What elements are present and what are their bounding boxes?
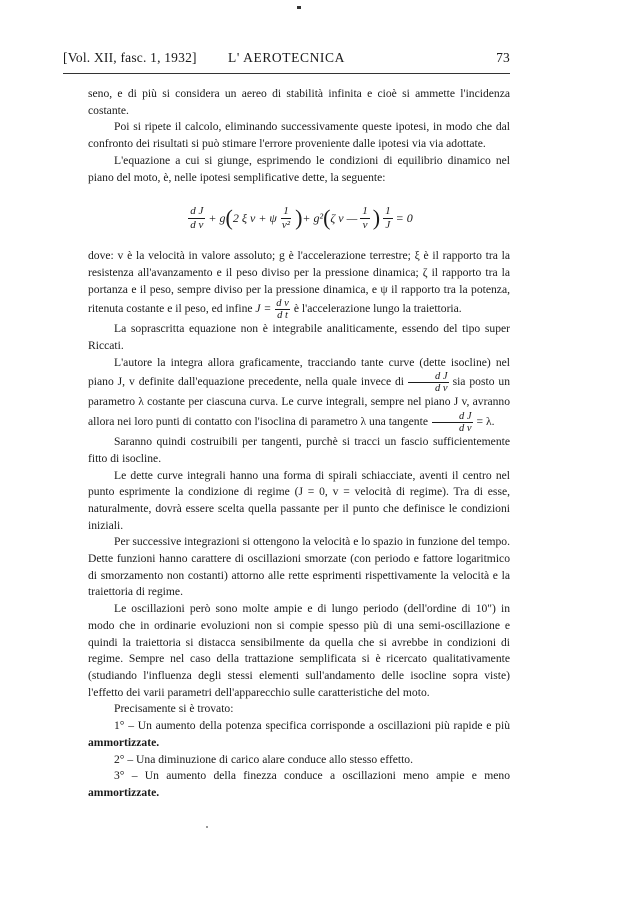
finding-1: 1° – Un aumento della potenza specifica corrisponde a oscillazioni più rapide e più ammortizzate. (88, 719, 510, 749)
dj-dv-inline-fraction: $\frac{\text{d J}}{\text{d v}}$ (408, 371, 449, 394)
paragraph-1: seno, e di più si considera un aereo di stabilità infinita e cioè si ammette l'incidenza costante. (88, 87, 510, 117)
paragraph-7: Saranno quindi costruibili per tangenti, purchè si tracci un fascio sufficientemente fitto di isocline. (88, 435, 510, 465)
paragraph-8: Le dette curve integrali hanno una forma di spirali schiacciate, aventi il centro nel punto esprimente la condizione di regime (J = 0, v = velocità di regime). Tra di esse, naturalmente, dovrà essere scelta quella passante per il punto che definisce le condizioni iniziali. (88, 468, 510, 532)
journal-reference: [Vol. XII, fasc. 1, 1932] (63, 50, 197, 65)
paragraph-4: dove: v è la velocità in valore assoluto; g è l'accelerazione terrestre; ξ è il rapporto tra la resistenza all'avanzamento e il peso diviso per la pressione dinamica; ζ il rapporto tra la portanza e il peso, sempre diviso per la pressione dinamica, e ψ il rapporto tra la potenza, ritenuta costante e il peso, ed infine J = $\frac{\text{d v}}{\text{d t}}$ è l'accelerazione lungo la traiettoria. (88, 249, 510, 322)
left-paren: ( (225, 205, 233, 231)
paragraph-2: Poi si ripete il calcolo, eliminando successivamente queste ipotesi, in modo che dal confronto dei risultati si può stimare l'errore proveniente dalle ipotesi via via adottate. (88, 120, 510, 151)
right-paren: ) (295, 205, 303, 231)
paragraph-11: Precisamente si è trovato: (114, 702, 234, 716)
scan-mark (297, 6, 301, 9)
finding-2: 2° – Una diminuzione di carico alare conduce allo stesso effetto. (114, 752, 413, 766)
scan-speck (206, 826, 208, 828)
paragraph-6: L'autore la integra allora graficamente, tracciando tante curve (dette isocline) nel piano J, v definite dall'equazione precedente, nella quale invece di $\frac{\text{d J}}{\text{d v}}$ sia posto un parametro λ costante per ciascuna curva. Le curve integrali, sempre nel piano J v, avranno allora nei loro punti di contatto con l'isoclina di parametro λ una tangente $\frac{\text{d J}}{\text{d v}}$ = λ. (88, 355, 510, 435)
journal-title: L' AEROTECNICA (228, 50, 345, 65)
finding-3: 3° – Un aumento della finezza conduce a oscillazioni meno ampie e meno ammortizzate. (88, 769, 510, 799)
paragraph-5: La soprascritta equazione non è integrabile analiticamente, essendo del tipo super Riccati. (88, 322, 510, 353)
running-header (63, 50, 510, 70)
tangent-fraction: $\frac{\text{d J}}{\text{d v}}$ (432, 411, 473, 434)
header-rule (63, 73, 510, 74)
paragraph-10: Le oscillazioni però sono molte ampie e di lungo periodo (dell'ordine di 10") in modo che in ordinarie evoluzioni non si compie spesso più di una semi-oscillazione e quindi la traiettoria si distacca sensibilmente da quella che si avrebbe in condizioni di regime. Sempre nel caso della trattazione semplificata si è ricercato qualitativamente (studiando l'influenza degli stessi elementi sull'andamento delle isocline sopra viste) l'effetto dei varii parametri dell'apparecchio sulle caratteristiche del moto. (88, 602, 510, 699)
dj-dv-fraction: $\frac{\text{d J}}{\text{d v}}$ (190, 204, 204, 231)
differential-equation: $\frac{\text{d J}}{\text{d v}}$ + g ( 2 ξ v + ψ $\frac{1}{\text{v²}}$ ) + g² ( ζ v — $\frac{1}{v}$ ) $\frac{1}{J}$ = 0 (190, 204, 413, 231)
page-number: 73 (496, 50, 510, 65)
dv-dt-fraction: $\frac{\text{d v}}{\text{d t}}$ (276, 298, 289, 322)
paragraph-3: L'equazione a cui si giunge, esprimendo le condizioni di equilibrio dinamico nel piano del moto, è, nelle ipotesi semplificative dette, la seguente: (88, 153, 510, 184)
article-body (88, 86, 510, 802)
paragraph-9: Per successive integrazioni si ottengono la velocità e lo spazio in funzione del tempo. Dette funzioni hanno carattere di oscillazioni smorzate (con periodo e fattore logaritmico di smorzamento non costanti) attorno alle rette esprimenti rispettivamente la velocità e la traiettoria di regime. (88, 535, 511, 599)
